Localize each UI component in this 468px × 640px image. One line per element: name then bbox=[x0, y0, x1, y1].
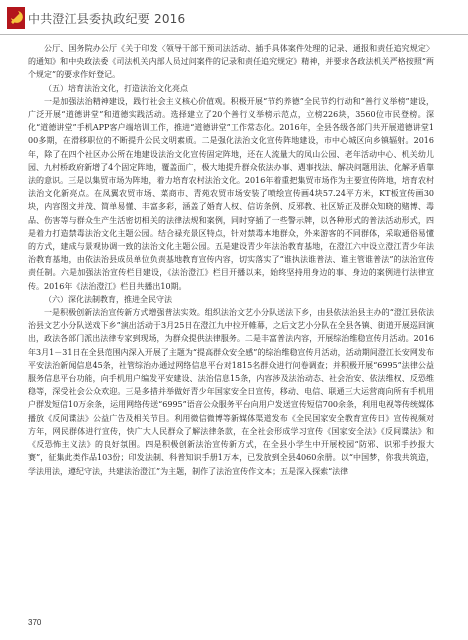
page-number: 370 bbox=[28, 618, 42, 627]
paragraph-legal-education: 一是积极创新法治宣传新方式增强普法实效。组织法治文艺小分队送法下乡，由县依法治县主办的“澄江县依法治县文艺小分队送戏下乡”演出活动于3月25日在澄江九中拉开帷幕，之后文艺小分队在全县各镇、街道开展巡回演出，政法各部门派出法律专家到现场，为群众提供法律服务。二是丰富普法内容，开展综治维稳宣传月活动。2016年3月1－31日在全县范围内深入开展了主题为“提高群众安全感”的综治维稳宣传月活动，活动期间澄江长安网发布平安法治新闻信息45条，社管综治办通过网络信息平台对1815名群众进行问卷调查；并积极开展“6995”法律公益服务信息平台功能，向手机用户编发平安建设、法治信息15条，内容涉及法治动态、社会治安、依法维权、反恐维稳等，深受社会公众欢迎。三是多措并举做好青少年国家安全日宣传，移动、电信、联通三大运营商向所有手机用户群发短信10万余条，运用网络传送“6995”语音公众服务平台向用户发送宣传短信700余条，利用电视等传统媒体播放《反间谍法》公益广告及相关节目。利用微信微博等新媒体渠道发布《全民国家安全教育宣传日》宣传视频对方年，网民群体进行宣传，快广大人民群众了解法律条款，在全社会形成学习宣传《国家安全法》《反间谍法》和《反恐怖主义法》的良好氛围。四是积极创新法治宣传新方式，在全县小学生中开展校园“防邪、识邪手抄报大赛”，征集此类作品103份；印发法制、科普知识手册1万本，已发放到全县4060余册。以“中国梦，你我共筑造，学法用法，遵纪守法，共建法治澄江”为主题，制作了法治宣传作文本；五是深入探索“法律 bbox=[28, 308, 434, 476]
party-emblem-icon bbox=[7, 7, 25, 29]
section-heading-legal-education: （六）深化法制教育，推进全民守法 bbox=[44, 294, 172, 304]
page-header bbox=[0, 0, 468, 44]
paragraph-intro-continuation: 公厅、国务院办公厅《关于印发〈领导干部干预司法活动、插手具体案件处理的记录、通报和责任追究规定〉的通知》和中央政法委《司法机关内部人员过问案件的记录和责任追究规定》精神，并要求各政法机关严格按照“两个规定”的要求作好登记。 bbox=[28, 44, 434, 80]
document-body bbox=[28, 42, 434, 478]
section-heading-legal-culture: （五）培育法治文化，打造法治文化亮点 bbox=[44, 83, 188, 93]
header-divider bbox=[0, 34, 468, 35]
page-header-title: 中共澄江县委执政纪要 2016 bbox=[28, 12, 186, 26]
paragraph-legal-culture: 一是加强法治精神建设，践行社会主义核心价值观。积极开展“节约养德”全民节约行动和“善行义举榜”建设，广泛开展“道德讲堂”和道德实践活动。选择建立了20个善行义举榜示范点，立榜226块，3560位市民登榜。深化“道德讲堂”手机APP客户端培训工作，推进“道德讲堂”工作常态化。2016年，全县各级各部门共开展道德讲堂100多期，在滑移职位的不断提升公民文明素质。二是强化法治文化宣传阵地建设，市中心城区向乡镇辐射。2016年，除了在四个社区办公所在地建设法治文化宣传固定阵地，还在人流量大的凤山公园、老年活动中心、机关幼儿园、九村桥政府新增了4个固定阵地，覆盖面广，极大地提升群众依法办事、遇事找法、解决问题用法、化解矛盾靠法的意识。三是以集贸市场为阵地，着力培育农村法治文化。2016年着重把集贸市场作为主要宣传阵地，培育农村法治文化新亮点。在凤翼农贸市场、菜商市、青苑农贸市场安装了喷绘宣传画4块57.24平方米，KT板宣传画30块，内容图文并茂、简单易懂、丰富多彩，涵盖了婚育人权、信访条例、反邪教、社区矫正及群众知晓的赌博、毒品、伤害等与群众生产生活密切相关的法律法规和案例，同时穿插了一些警示牌，以各种形式的普法活动形式，四是着力打造禁毒法治文化主题公园。结合禄充景区特点，针对禁毒本地群众，外来游客的不同群体，采取通俗易懂的方式，建成与景观协调一致的法治文化主题公园。五是建设青少年法治教育基地，在澄江六中设立澄江青少年法治教育基地，由依法治县成员单位负责基地教育宣传内容，切实落实了“谁执法谁普法、谁主管谁普法”的法治宣传责任制。六是加强法治宣传栏目建设，《法治澄江》栏目开播以来，始终坚持用身边的事、身边的案例进行法律宣传。2016年《法治澄江》栏目共播出10期。 bbox=[28, 96, 434, 291]
